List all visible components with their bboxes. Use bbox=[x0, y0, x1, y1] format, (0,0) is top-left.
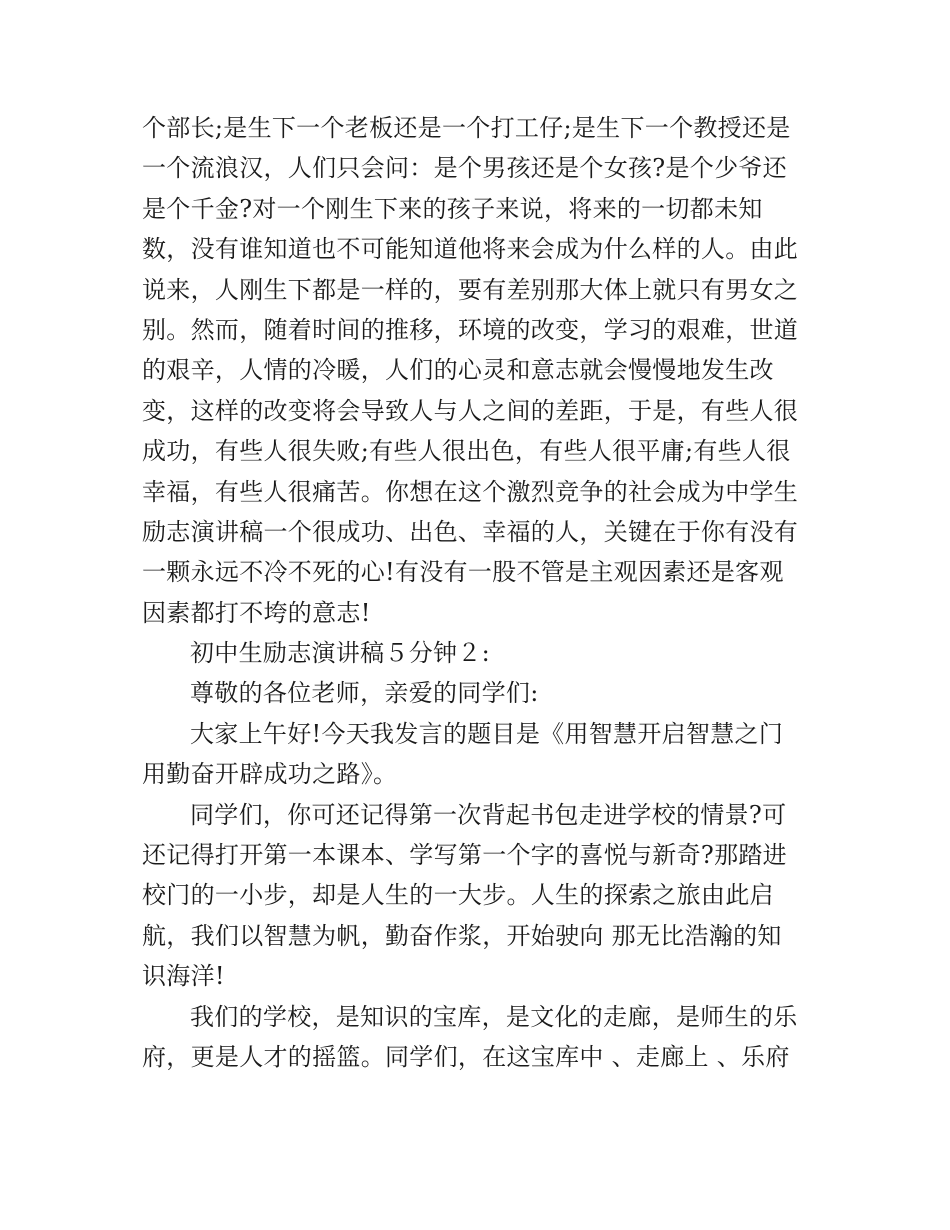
text-line: 个部长;是生下一个老板还是一个打工仔;是生下一个教授还是 bbox=[142, 114, 791, 142]
text-line: 识海洋! bbox=[142, 962, 225, 991]
text-line: 的艰辛，人情的冷暖，人们的心灵和意志就会慢慢地发生改 bbox=[142, 356, 774, 385]
text-line: 数，没有谁知道也不可能知道他将来会成为什么样的人。由此 bbox=[142, 235, 799, 264]
text-line: 校门的一小步，却是人生的一大步。人生的探索之旅由此启 bbox=[142, 881, 774, 910]
text-line: 变，这样的改变将会导致人与人之间的差距，于是，有些人很 bbox=[142, 396, 799, 425]
speech-text bbox=[142, 108, 814, 1077]
text-line: 因素都打不垮的意志! bbox=[142, 598, 371, 627]
text-line: 励志演讲稿一个很成功、出色、幸福的人，关键在于你有没有 bbox=[142, 517, 799, 546]
text-line: 成功，有些人很失败;有些人很出色，有些人很平庸;有些人很 bbox=[142, 437, 791, 466]
text-line: 大家上午好!今天我发言的题目是《用智慧开启智慧之门 bbox=[190, 719, 784, 748]
salutation: 尊敬的各位老师，亲爱的同学们: bbox=[190, 679, 539, 708]
text-line: 同学们，你可还记得第一次背起书包走进学校的情景?可 bbox=[190, 800, 787, 829]
text-line: 航，我们以智慧为帆，勤奋作浆，开始驶向 那无比浩瀚的知 bbox=[142, 921, 782, 950]
text-line: 一颗永远不冷不死的心!有没有一股不管是主观因素还是客观 bbox=[142, 558, 784, 587]
text-line: 别。然而，随着时间的推移，环境的改变，学习的艰难，世道 bbox=[142, 315, 799, 344]
text-line: 府，更是人才的摇篮。同学们，在这宝库中 、走廊上 、乐府 bbox=[142, 1042, 790, 1071]
text-line: 我们的学校，是知识的宝库，是文化的走廊，是师生的乐 bbox=[190, 1002, 798, 1031]
text-line: 幸福，有些人很痛苦。你想在这个激烈竞争的社会成为中学生 bbox=[142, 477, 799, 506]
text-line: 一个流浪汉，人们只会问：是个男孩还是个女孩?是个少爷还 bbox=[142, 154, 787, 183]
text-line: 还记得打开第一本课本、学写第一个字的喜悦与新奇?那踏进 bbox=[142, 841, 787, 870]
text-line: 是个千金?对一个刚生下来的孩子来说，将来的一切都未知 bbox=[142, 194, 763, 223]
text-line: 说来，人刚生下都是一样的，要有差别那大体上就只有男女之 bbox=[142, 275, 799, 304]
text-line: 用勤奋开辟成功之路》。 bbox=[142, 760, 398, 789]
section-heading: 初中生励志演讲稿５分钟２: bbox=[190, 639, 490, 668]
